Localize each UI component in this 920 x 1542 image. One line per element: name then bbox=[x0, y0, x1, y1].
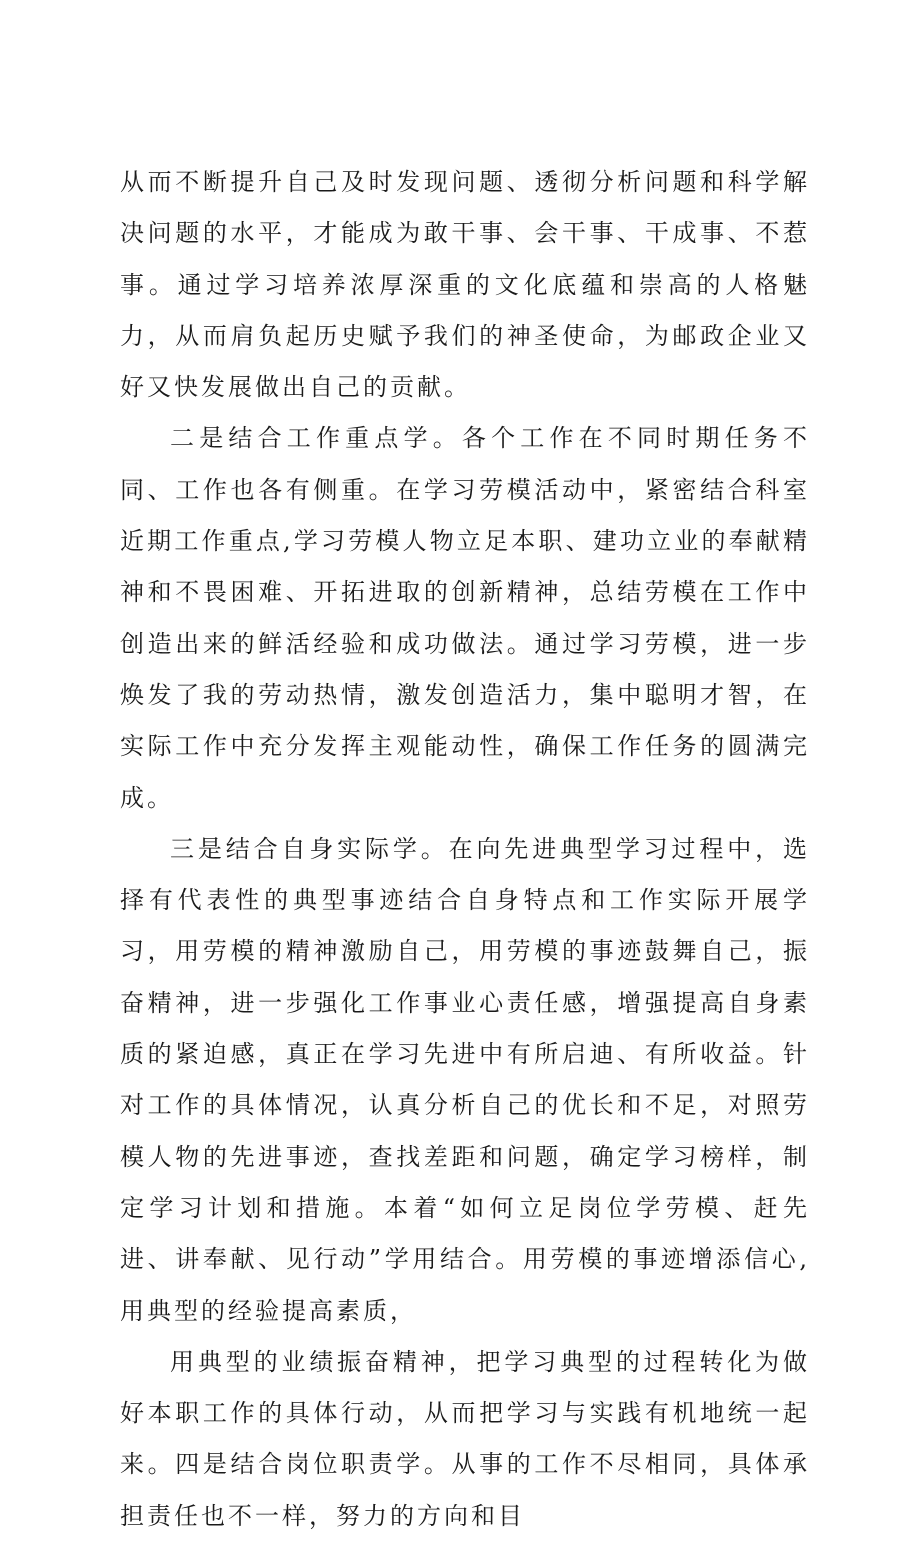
paragraph-work-focus: 二是结合工作重点学。各个工作在不同时期任务不同、工作也各有侧重。在学习劳模活动中，紧密结合科室近期工作重点,学习劳模人物立足本职、建功立业的奉献精神和不畏困难、开拓进取的创新精神，总结劳模在工作中创造出来的鲜活经验和成功做法。通过学习劳模，进一步焕发了我的劳动热情，激发创造活力，集中聪明才智，在实际工作中充分发挥主观能动性，确保工作任务的圆满完成。 bbox=[120, 424, 810, 812]
paragraph-job-duty: 用典型的业绩振奋精神，把学习典型的过程转化为做好本职工作的具体行动，从而把学习与实践有机地统一起来。四是结合岗位职责学。从事的工作不尽相同，具体承担责任也不一样，努力的方向和目 bbox=[120, 1347, 810, 1530]
paragraph-self-practice: 三是结合自身实际学。在向先进典型学习过程中，选择有代表性的典型事迹结合自身特点和工作实际开展学习，用劳模的精神激励自己，用劳模的事迹鼓舞自己，振奋精神，进一步强化工作事业心责任感，增强提高自身素质的紧迫感，真正在学习先进中有所启迪、有所收益。针对工作的具体情况，认真分析自己的优长和不足，对照劳模人物的先进事迹，查找差距和问题，确定学习榜样，制定学习计划和措施。本着“如何立足岗位学劳模、赶先进、讲奉献、见行动”学用结合。用劳模的事迹增添信心,用典型的经验提高素质， bbox=[120, 834, 810, 1325]
paragraph-continuation: 从而不断提升自己及时发现问题、透彻分析问题和科学解决问题的水平，才能成为敢干事、会干事、干成事、不惹事。通过学习培养浓厚深重的文化底蕴和崇高的人格魅力，从而肩负起历史赋予我们的神圣使命，为邮政企业又好又快发展做出自己的贡献。 bbox=[120, 168, 810, 402]
document-body bbox=[120, 157, 810, 1542]
